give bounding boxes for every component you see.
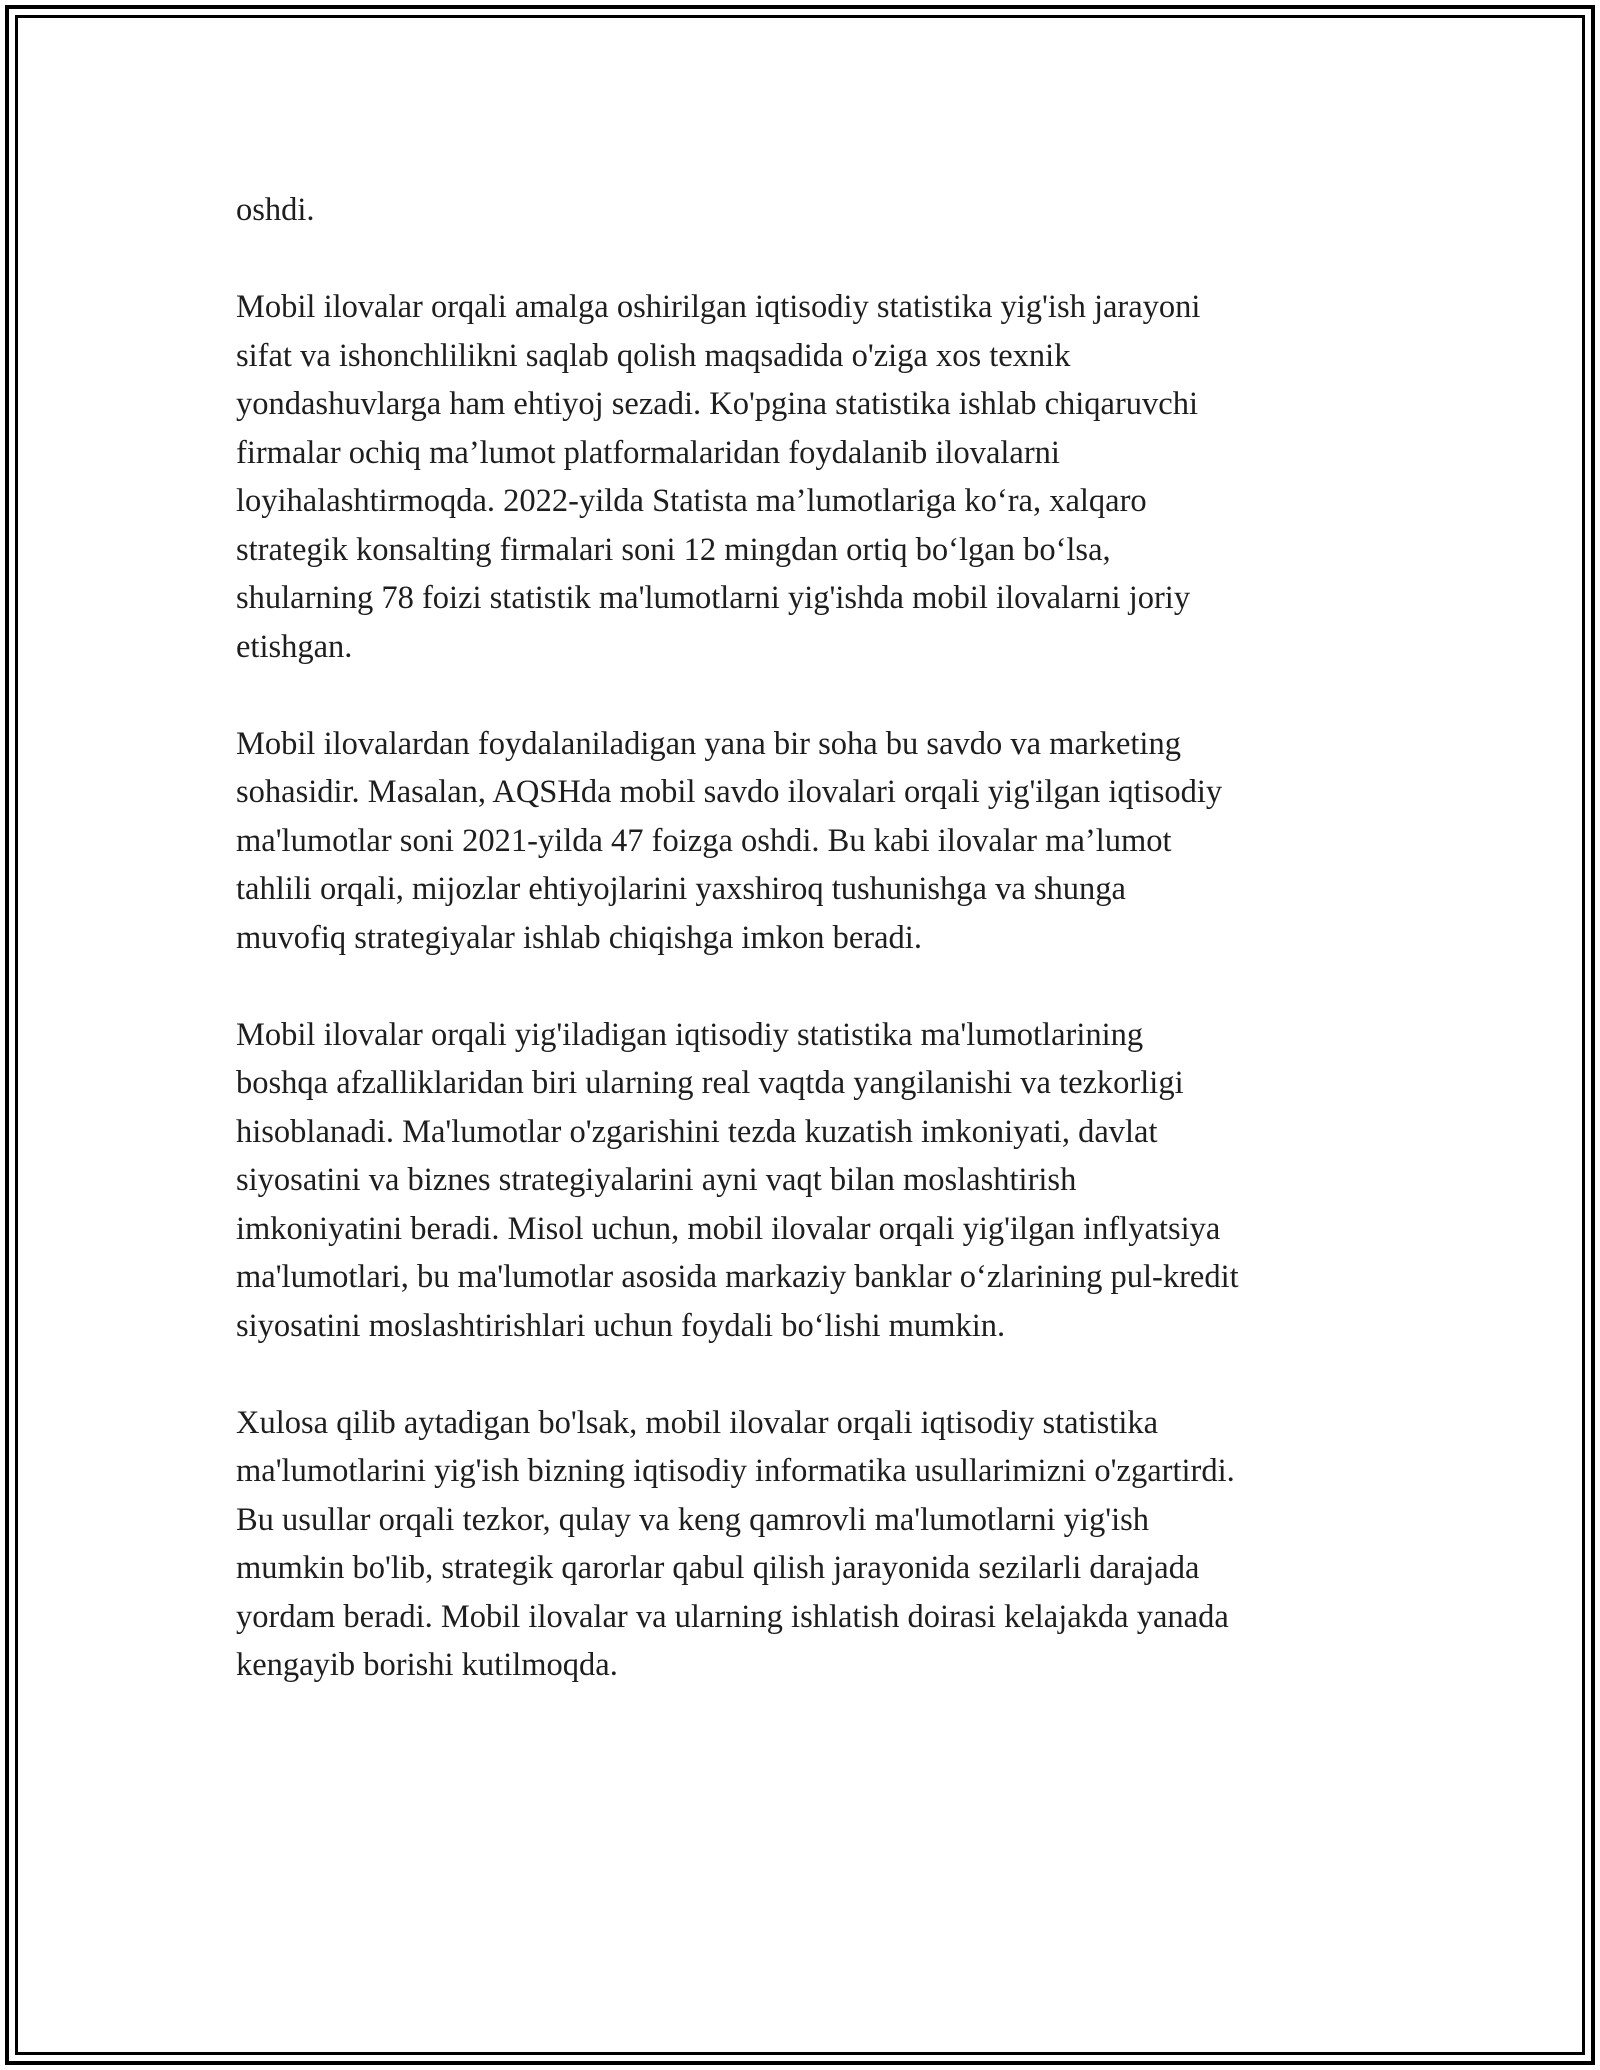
text-line: etishgan.	[236, 628, 353, 665]
text-line: siyosatini va biznes strategiyalarini ayni vaqt bilan moslashtirish	[236, 1162, 1077, 1198]
text-line: sohasidir. Masalan, AQSHda mobil savdo ilovalari orqali yig'ilgan iqtisodiy	[236, 774, 1223, 810]
text-line: loyihalashtirmoqda. 2022-yilda Statista ma’lumotlariga ko‘ra, xalqaro	[236, 483, 1147, 519]
text-line: Mobil ilovalar orqali amalga oshirilgan iqtisodiy statistika yig'ish jarayoni	[236, 289, 1201, 325]
paragraph-conclusion	[236, 1399, 1376, 1690]
text-line: firmalar ochiq ma’lumot platformalaridan foydalanib ilovalarni	[236, 434, 1060, 471]
paragraph-continuation	[236, 186, 1376, 235]
text-line: oshdi.	[236, 192, 315, 228]
text-line: Xulosa qilib aytadigan bo'lsak, mobil ilovalar orqali iqtisodiy statistika	[236, 1404, 1159, 1441]
text-line: Mobil ilovalardan foydalaniladigan yana bir soha bu savdo va marketing	[236, 725, 1181, 762]
text-line: Mobil ilovalar orqali yig'iladigan iqtisodiy statistika ma'lumotlarining	[236, 1016, 1144, 1053]
text-line: strategik konsalting firmalari soni 12 mingdan ortiq bo‘lgan bo‘lsa,	[236, 531, 1111, 568]
text-line: ma'lumotlarini yig'ish bizning iqtisodiy informatika usullarimizni o'zgartirdi.	[236, 1453, 1235, 1489]
text-line: yordam beradi. Mobil ilovalar va ularning ishlatish doirasi kelajakda yanada	[236, 1598, 1229, 1635]
text-line: shularning 78 foizi statistik ma'lumotlarni yig'ishda mobil ilovalarni joriy	[236, 580, 1191, 616]
paragraph-trade-marketing	[236, 720, 1376, 963]
text-line: kengayib borishi kutilmoqda.	[236, 1647, 618, 1683]
text-line: imkoniyatini beradi. Misol uchun, mobil ilovalar orqali yig'ilgan inflyatsiya	[236, 1210, 1221, 1247]
text-line: boshqa afzalliklaridan biri ularning real vaqtda yangilanishi va tezkorligi	[236, 1065, 1184, 1101]
text-line: ma'lumotlari, bu ma'lumotlar asosida markaziy banklar o‘zlarining pul-kredit	[236, 1259, 1239, 1295]
text-line: yondashuvlarga ham ehtiyoj sezadi. Ko'pgina statistika ishlab chiqaruvchi	[236, 386, 1198, 422]
paragraph-real-time-advantages	[236, 1011, 1376, 1351]
text-line: muvofiq strategiyalar ishlab chiqishga imkon beradi.	[236, 919, 922, 956]
document-body	[236, 186, 1376, 1738]
paragraph-mobile-apps-data-collection	[236, 283, 1376, 671]
text-line: siyosatini moslashtirishlari uchun foydali bo‘lishi mumkin.	[236, 1307, 1006, 1344]
text-line: mumkin bo'lib, strategik qarorlar qabul qilish jarayonida sezilarli darajada	[236, 1550, 1200, 1586]
text-line: sifat va ishonchlilikni saqlab qolish maqsadida o'ziga xos texnik	[236, 337, 1071, 374]
text-line: tahlili orqali, mijozlar ehtiyojlarini yaxshiroq tushunishga va shunga	[236, 871, 1126, 907]
text-line: Bu usullar orqali tezkor, qulay va keng qamrovli ma'lumotlarni yig'ish	[236, 1501, 1149, 1538]
text-line: hisoblanadi. Ma'lumotlar o'zgarishini tezda kuzatish imkoniyati, davlat	[236, 1113, 1158, 1150]
text-line: ma'lumotlar soni 2021-yilda 47 foizga oshdi. Bu kabi ilovalar ma’lumot	[236, 822, 1172, 859]
